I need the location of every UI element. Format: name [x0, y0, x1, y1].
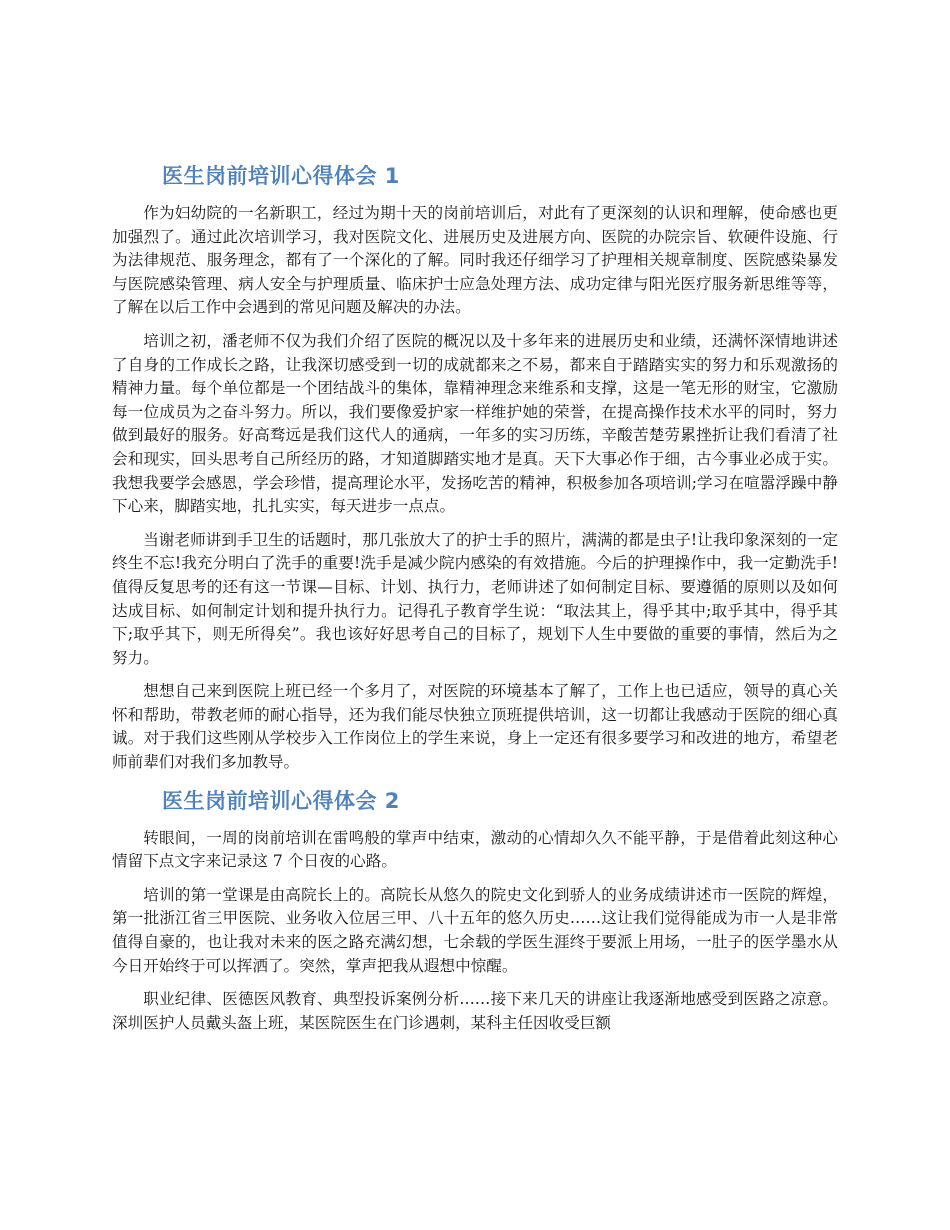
section-1: [112, 160, 838, 775]
section-1-heading: 医生岗前培训心得体会 1: [162, 164, 400, 188]
document-page: [112, 160, 838, 1045]
section-2-heading: 医生岗前培训心得体会 2: [162, 788, 400, 813]
section-1-paragraph-1: 作为妇幼院的一名新职工，经过为期十天的岗前培训后，对此有了更深刻的认识和理解，使命感也更加强烈了。通过此次培训学习，我对医院文化、进展历史及进展方向、医院的办院宗旨、软硬件设施、行为法律规范、服务理念，都有了一个深化的了解。同时我还仔细学习了护理相关规章制度、医院感染暴发与医院感染管理、病人安全与护理质量、临床护士应急处理方法、成功定律与阳光医疗服务新思维等等，了解在以后工作中会遇到的常见问题及解决的办法。: [112, 204, 838, 317]
section-1-paragraph-2: 培训之初，潘老师不仅为我们介绍了医院的概况以及十多年来的进展历史和业绩，还满怀深情地讲述了自身的工作成长之路，让我深切感受到一切的成就都来之不易，都来自于踏踏实实的努力和乐观激扬的精神力量。每个单位都是一个团结战斗的集体，靠精神理念来维系和支撑，这是一笔无形的财宝，它激励每一位成员为之奋斗努力。所以，我们要像爱护家一样维护她的荣誉，在提高操作技术水平的同时，努力做到最好的服务。好高骛远是我们这代人的通病，一年多的实习历练，辛酸苦楚劳累挫折让我们看清了社会和现实，回头思考自己所经历的路，才知道脚踏实地才是真。天下大事必作于细，古今事业必成于实。我想我要学会感恩，学会珍惜，提高理论水平，发扬吃苦的精神，积极参加各项培训;学习在喧嚣浮躁中静下心来，脚踏实地，扎扎实实，每天进步一点点。: [112, 331, 838, 516]
section-2-paragraph-3: 职业纪律、医德医风教育、典型投诉案例分析……接下来几天的讲座让我逐渐地感受到医路之凉意。深圳医护人员戴头盔上班，某医院医生在门诊遇刺，某科主任因收受巨额: [112, 990, 838, 1032]
section-1-paragraph-4: 想想自己来到医院上班已经一个多月了，对医院的环境基本了解了，工作上也已适应，领导的真心关怀和帮助，带教老师的耐心指导，还为我们能尽快独立顶班提供培训，这一切都让我感动于医院的细心真诚。对于我们这些刚从学校步入工作岗位上的学生来说，身上一定还有很多要学习和改进的地方，希望老师前辈们对我们多加教导。: [112, 682, 838, 772]
section-2: [112, 785, 838, 1036]
section-2-paragraph-1: 转眼间，一周的岗前培训在雷鸣般的掌声中结束，激动的心情却久久不能平静，于是借着此刻这种心情留下点文字来记录这 7 个日夜的心路。: [112, 828, 838, 871]
section-1-paragraph-3: 当谢老师讲到手卫生的话题时，那几张放大了的护士手的照片，满满的都是虫子!让我印象深刻的一定终生不忘!我充分明白了洗手的重要!洗手是减少院内感染的有效措施。今后的护理操作中，我一定勤洗手!值得反复思考的还有这一节课—目标、计划、执行力，老师讲述了如何制定目标、要遵循的原则以及如何达成目标、如何制定计划和提升执行力。记得孔子教育学生说：“取法其上，得乎其中;取乎其中，得乎其下;取乎其下，则无所得矣”。我也该好好思考自己的目标了，规划下人生中要做的重要的事情，然后为之努力。: [112, 530, 838, 667]
section-2-paragraph-2: 培训的第一堂课是由高院长上的。高院长从悠久的院史文化到骄人的业务成绩讲述市一医院的辉煌，第一批浙江省三甲医院、业务收入位居三甲、八十五年的悠久历史……这让我们觉得能成为市一人是非常值得自豪的，也让我对未来的医之路充满幻想，七余载的学医生涯终于要派上用场，一肚子的医学墨水从今日开始终于可以挥洒了。突然，掌声把我从遐想中惊醒。: [112, 885, 838, 975]
